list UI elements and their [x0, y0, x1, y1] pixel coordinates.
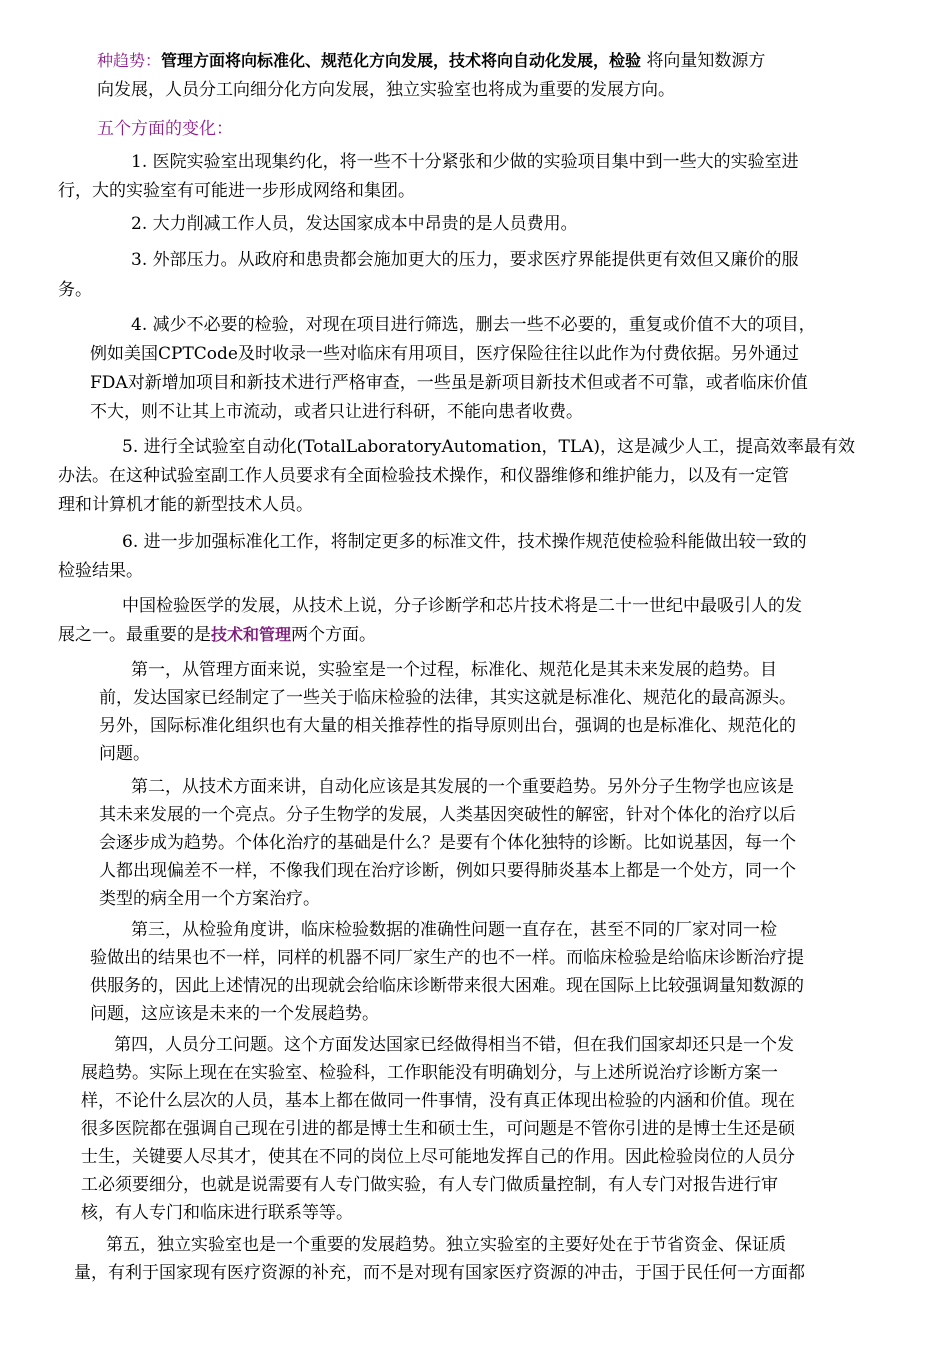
fourth-para-line-4: 很多医院都在强调自己现在引进的都是博士生和硕士生，可问题是不管你引进的是博士生还是硕 — [81, 1119, 795, 1139]
china-para-line-2 — [58, 623, 376, 647]
third-para-line-2: 验做出的结果也不一样，同样的机器不同厂家生产的也不一样。而临床检验是给临床诊断治疗提 — [90, 948, 804, 968]
china-para-line-2-pre: 展之一。最重要的是 — [58, 625, 211, 645]
fifth-para-line-2: 量，有利于国家现有医疗资源的补充，而不是对现有国家医疗资源的冲击，于国于民任何一方面都 — [74, 1263, 805, 1283]
first-para-line-2: 前，发达国家已经制定了一些关于临床检验的法律，其实这就是标准化、规范化的最高源头。 — [99, 688, 796, 708]
second-para-line-2: 其未来发展的一个亮点。分子生物学的发展，人类基因突破性的解密，针对个体化的治疗以后 — [99, 805, 796, 825]
tech-and-management-highlight: 技术和管理 — [211, 625, 292, 644]
first-para-line-4: 问题。 — [99, 744, 150, 764]
item-2-line-1: 2. 大力削减工作人员，发达国家成本中昂贵的是人员费用。 — [131, 214, 578, 234]
trend-line-2: 向发展，人员分工向细分化方向发展，独立实验室也将成为重要的发展方向。 — [97, 80, 675, 100]
fourth-para-line-2: 展趋势。实际上现在在实验室、检验科，工作职能没有明确划分，与上述所说治疗诊断方案一 — [81, 1063, 778, 1083]
fourth-para-line-1: 第四，人员分工问题。这个方面发达国家已经做得相当不错，但在我们国家却还只是一个发 — [114, 1035, 794, 1055]
item-4-line-2: 例如美国CPTCode及时收录一些对临床有用项目，医疗保险往往以此作为付费依据。另外通过 — [90, 344, 799, 364]
item-3-line-2: 务。 — [58, 280, 92, 300]
second-para-line-4: 人都出现偏差不一样，不像我们现在治疗诊断，例如只要得肺炎基本上都是一个处方，同一个 — [99, 861, 796, 881]
third-para-line-4: 问题，这应该是未来的一个发展趋势。 — [90, 1004, 379, 1024]
item-4-line-3: FDA对新增加项目和新技术进行严格审查，一些虽是新项目新技术但或者不可靠，或者临床价值 — [90, 373, 808, 393]
item-3-line-1: 3. 外部压力。从政府和患贵都会施加更大的压力，要求医疗界能提供更有效但又廉价的服 — [131, 250, 799, 270]
item-5-line-1: 5. 进行全试验室自动化(TotalLaboratoryAutomation，TLA)，这是减少人工，提高效率最有效 — [122, 437, 856, 457]
item-5-line-2: 办法。在这种试验室副工作人员要求有全面检验技术操作，和仪器维修和维护能力，以及有一定管 — [58, 466, 789, 486]
five-aspects-heading: 五个方面的变化： — [97, 119, 233, 139]
trend-line-1-rest: 将向量知数源方 — [646, 51, 766, 71]
item-1-line-2: 行，大的实验室有可能进一步形成网络和集团。 — [58, 181, 415, 201]
item-4-line-1: 4. 减少不必要的检验，对现在项目进行筛选，删去一些不必要的，重复或价值不大的项目， — [131, 315, 816, 335]
china-para-line-2-post: 两个方面。 — [291, 625, 377, 645]
item-1-line-1: 1. 医院实验室出现集约化，将一些不十分紧张和少做的实验项目集中到一些大的实验室进 — [131, 152, 799, 172]
item-6-line-1: 6. 进一步加强标准化工作，将制定更多的标准文件，技术操作规范使检验科能做出较一致的 — [122, 532, 807, 552]
second-para-line-1: 第二，从技术方面来讲，自动化应该是其发展的一个重要趋势。另外分子生物学也应该是 — [131, 777, 794, 797]
first-para-line-3: 另外，国际标准化组织也有大量的相关推荐性的指导原则出台，强调的也是标准化、规范化的 — [99, 716, 796, 736]
fifth-para-line-1: 第五，独立实验室也是一个重要的发展趋势。独立实验室的主要好处在于节省资金、保证质 — [106, 1235, 786, 1255]
second-para-line-3: 会逐步成为趋势。个体化治疗的基础是什么？是要有个体化独特的诊断。比如说基因，每一个 — [99, 833, 796, 853]
fourth-para-line-3: 样，不论什么层次的人员，基本上都在做同一件事情，没有真正体现出检验的内涵和价值。现在 — [81, 1091, 795, 1111]
fourth-para-line-5: 士生，关键要人尽其才，使其在不同的岗位上尽可能地发挥自己的作用。因此检验岗位的人员分 — [81, 1147, 795, 1167]
third-para-line-1: 第三，从检验角度讲，临床检验数据的准确性问题一直存在，甚至不同的厂家对同一检 — [131, 920, 777, 940]
item-4-line-4: 不大，则不让其上市流动，或者只让进行科研，不能向患者收费。 — [90, 402, 583, 422]
fourth-para-line-6: 工必须要细分，也就是说需要有人专门做实验，有人专门做质量控制，有人专门对报告进行审 — [81, 1175, 778, 1195]
item-5-line-3: 理和计算机才能的新型技术人员。 — [58, 495, 313, 515]
trend-management-text: 管理方面将向标准化、规范化方向发展，技术将向自动化发展，检验 — [161, 51, 642, 70]
fourth-para-line-7: 核，有人专门和临床进行联系等等。 — [81, 1203, 353, 1223]
third-para-line-3: 供服务的，因此上述情况的出现就会给临床诊断带来很大困难。现在国际上比较强调量知数源的 — [90, 976, 804, 996]
item-6-line-2: 检验结果。 — [58, 561, 143, 581]
trend-line-1 — [97, 49, 765, 73]
trend-label: 种趋势： — [97, 51, 162, 70]
second-para-line-5: 类型的病全用一个方案治疗。 — [99, 889, 320, 909]
china-para-line-1: 中国检验医学的发展，从技术上说，分子诊断学和芯片技术将是二十一世纪中最吸引人的发 — [122, 596, 802, 616]
first-para-line-1: 第一，从管理方面来说，实验室是一个过程，标准化、规范化是其未来发展的趋势。目 — [131, 660, 777, 680]
